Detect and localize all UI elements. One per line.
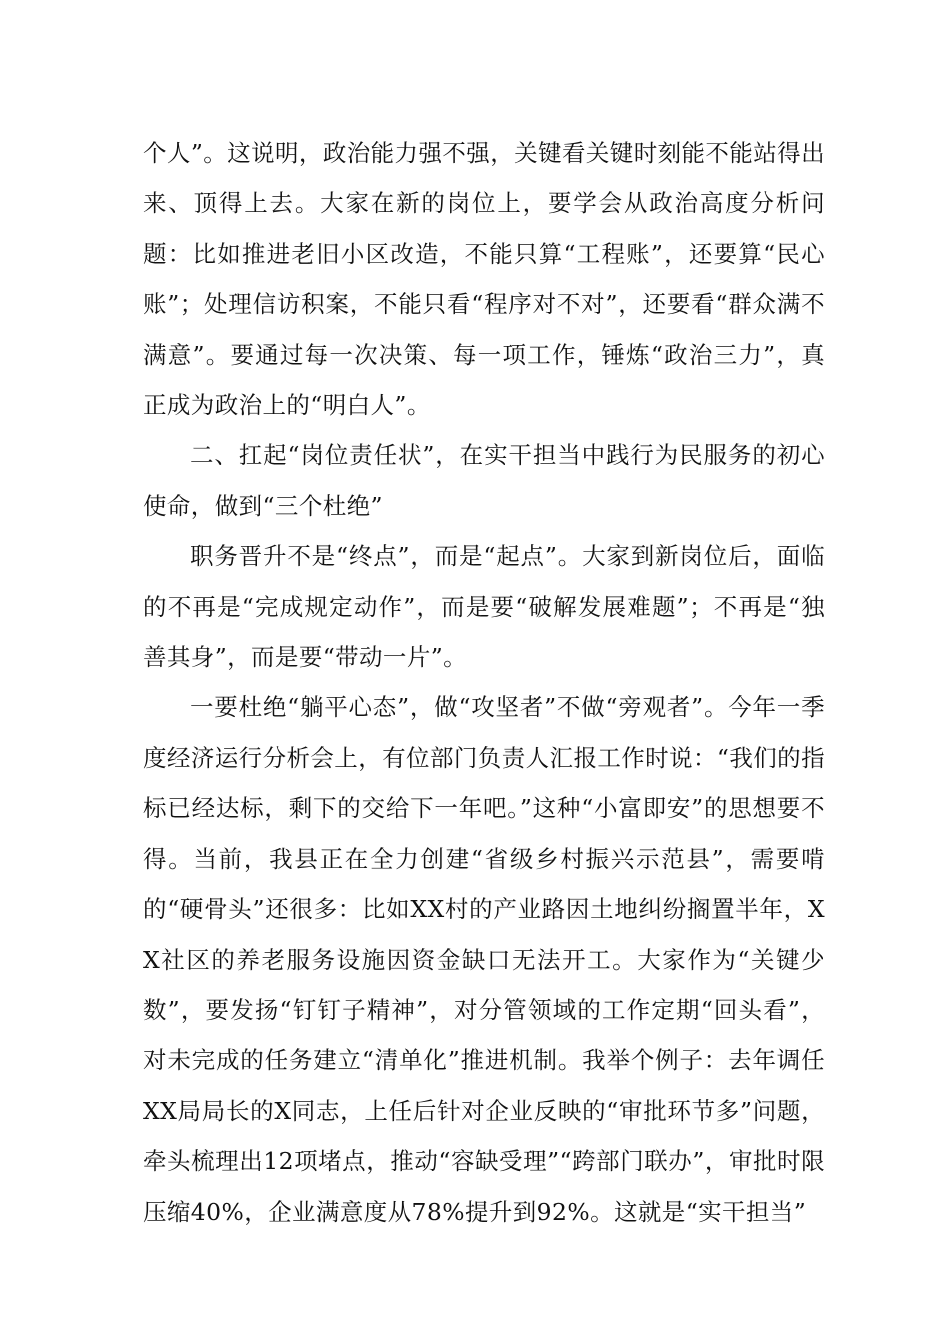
section-heading: 二、扛起“岗位责任状”，在实干担当中践行为民服务的初心使命，做到“三个杜绝”: [143, 441, 825, 520]
document-body: [143, 128, 825, 1237]
paragraph-intro: 职务晋升不是“终点”，而是“起点”。大家到新岗位后，面临的不再是“完成规定动作”，而是要“破解发展难题”；不再是“独善其身”，而是要“带动一片”。: [143, 542, 825, 672]
paragraph-continued-text: 个人”。这说明，政治能力强不强，关键看关键时刻能不能站得出来、顶得上去。大家在新的岗位上，要学会从政治高度分析问题：比如推进老旧小区改造，不能只算“工程账”，还要算“民心账”；处理信访积案，不能只看“程序对不对”，还要看“群众满不满意”。要通过每一次决策、每一项工作，锤炼“政治三力”，真正成为政治上的“明白人”。: [143, 139, 825, 420]
paragraph-point-one: 一要杜绝“躺平心态”，做“攻坚者”不做“旁观者”。今年一季度经济运行分析会上，有位部门负责人汇报工作时说：“我们的指标已经达标，剩下的交给下一年吧。”这种“小富即安”的思想要不得。当前，我县正在全力创建“省级乡村振兴示范县”，需要啃的“硬骨头”还很多：比如XX村的产业路因土地纠纷搁置半年，XX社区的养老服务设施因资金缺口无法开工。大家作为“关键少数”，要发扬“钉钉子精神”，对分管领域的工作定期“回头看”，对未完成的任务建立“清单化”推进机制。我举个例子：去年调任XX局局长的X同志，上任后针对企业反映的“审批环节多”问题，牵头梳理出12项堵点，推动“容缺受理”“跨部门联办”，审批时限压缩40%，企业满意度从78%提升到92%。这就是“实干担当”: [143, 693, 825, 1226]
